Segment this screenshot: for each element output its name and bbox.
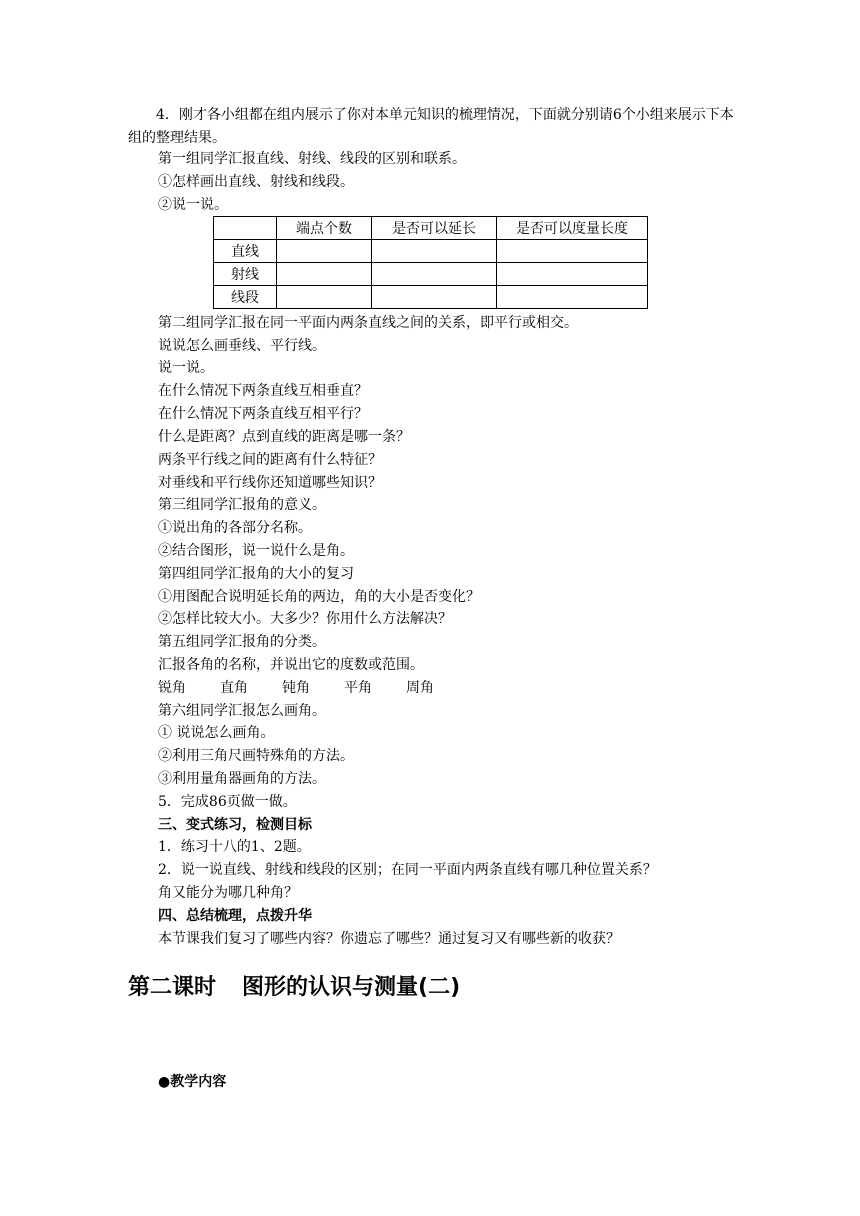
section3-heading: 三、变式练习，检测目标: [158, 817, 312, 833]
text-line: 什么是距离？点到直线的距离是哪一条？: [158, 429, 410, 445]
angle-type: 周角: [406, 680, 434, 696]
text-line: 角又能分为哪几种角？: [158, 885, 298, 901]
text-line: 第三组同学汇报角的意义。: [158, 497, 326, 513]
table-row-label: 线段: [214, 286, 277, 309]
text-line: 说一说。: [158, 360, 214, 376]
angle-type: 直角: [220, 680, 248, 696]
table-header-cell: 是否可以延长: [372, 217, 497, 240]
text-line: 第二组同学汇报在同一平面内两条直线之间的关系，即平行或相交。: [158, 315, 578, 331]
section4-heading: 四、总结梳理，点拨升华: [158, 908, 312, 924]
table-header-cell: [214, 217, 277, 240]
table-row: [214, 263, 648, 286]
angle-type: 平角: [344, 680, 372, 696]
text-line: ③利用量角器画角的方法。: [158, 771, 326, 787]
text-line: 第六组同学汇报怎么画角。: [158, 703, 326, 719]
group1-item2: ②说一说。: [158, 197, 228, 213]
text-line: 对垂线和平行线你还知道哪些知识？: [158, 475, 382, 491]
group1-report: 第一组同学汇报直线、射线、线段的区别和联系。: [158, 151, 466, 167]
text-line: 两条平行线之间的距离有什么特征？: [158, 452, 382, 468]
text-line: ②结合图形，说一说什么是角。: [158, 543, 354, 559]
text-line: ① 说说怎么画角。: [158, 725, 275, 741]
table-header-row: [214, 217, 648, 240]
text-line: 1．练习十八的1、2题。: [158, 839, 311, 855]
text-line: 说说怎么画垂线、平行线。: [158, 338, 326, 354]
lesson-title: 第二课时 图形的认识与测量(二): [128, 975, 461, 1000]
text-line: 本节课我们复习了哪些内容？你遗忘了哪些？通过复习又有哪些新的收获？: [158, 931, 620, 947]
line-comparison-table: [213, 216, 648, 309]
table-row-label: 直线: [214, 240, 277, 263]
table-row: [214, 286, 648, 309]
table-row-label: 射线: [214, 263, 277, 286]
angle-types-row: [158, 678, 468, 698]
text-line: 汇报各角的名称，并说出它的度数或范围。: [158, 657, 424, 673]
table-header-cell: 是否可以度量长度: [497, 217, 648, 240]
text-line: 5．完成86页做一做。: [158, 794, 297, 810]
table-header-cell: 端点个数: [277, 217, 372, 240]
teaching-content-label: ●教学内容: [158, 1074, 227, 1090]
angle-type: 锐角: [158, 680, 186, 696]
table-row: [214, 240, 648, 263]
text-line: 在什么情况下两条直线互相垂直？: [158, 383, 368, 399]
group1-item1: ①怎样画出直线、射线和线段。: [158, 174, 354, 190]
intro-paragraph: 4．刚才各小组都在组内展示了你对本单元知识的梳理情况，下面就分别请6个小组来展示下本组的整理结果。: [128, 107, 734, 146]
text-line: 第五组同学汇报角的分类。: [158, 634, 326, 650]
text-line: ①用图配合说明延长角的两边，角的大小是否变化？: [158, 589, 480, 605]
text-line: 在什么情况下两条直线互相平行？: [158, 406, 368, 422]
text-line: 2．说一说直线、射线和线段的区别；在同一平面内两条直线有哪几种位置关系？: [158, 862, 657, 878]
angle-type: 钝角: [282, 680, 310, 696]
text-line: 第四组同学汇报角的大小的复习: [158, 566, 354, 582]
text-line: ②利用三角尺画特殊角的方法。: [158, 748, 354, 764]
text-line: ①说出角的各部分名称。: [158, 520, 312, 536]
text-line: ②怎样比较大小。大多少？你用什么方法解决？: [158, 611, 452, 627]
